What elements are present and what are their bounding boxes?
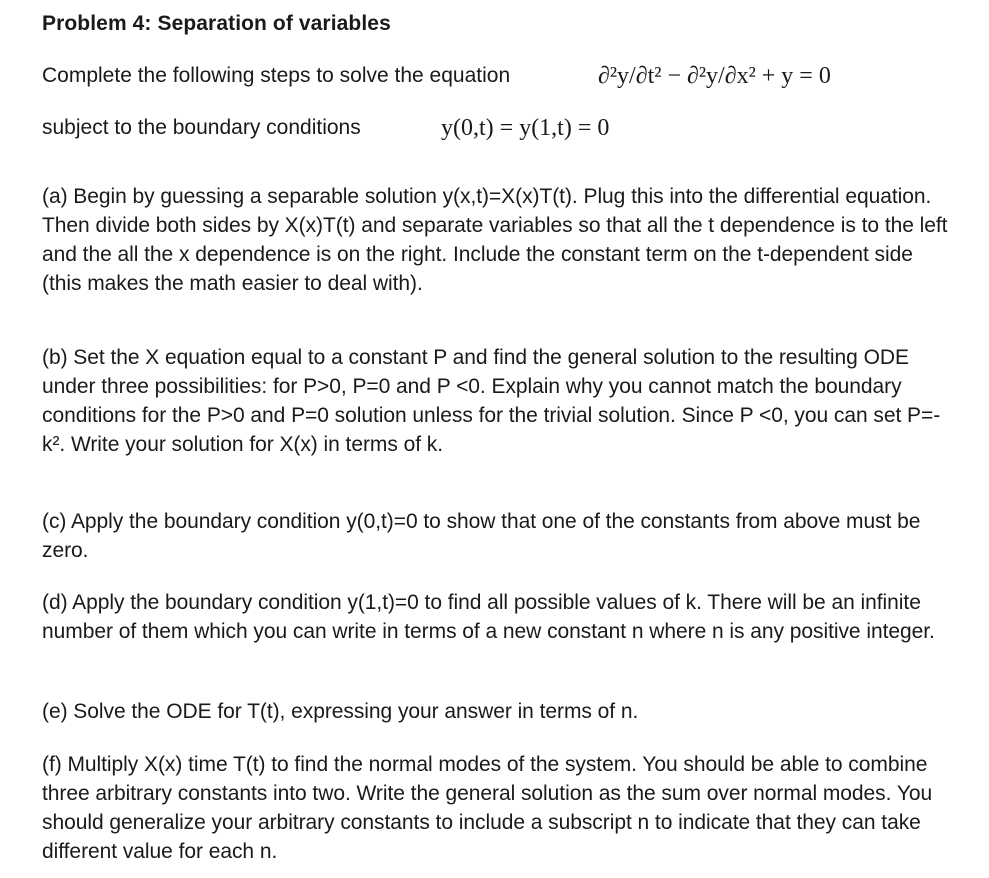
intro-line — [42, 64, 510, 88]
boundary-conditions: y(0,t) = y(1,t) = 0 — [441, 115, 610, 141]
part-e: (e) Solve the ODE for T(t), expressing your answer in terms of n. — [42, 700, 639, 723]
intro-text: Complete the following steps to solve the equation — [42, 64, 511, 87]
part-d: (d) Apply the boundary condition y(1,t)=0 to find all possible values of k. There will be an infinite number of them which you can write in terms of a new constant n where n is any positive integer. — [42, 591, 935, 643]
part-b: (b) Set the X equation equal to a constant P and find the general solution to the resulting ODE under three possibilities: for P>0, P=0 and P <0. Explain why you cannot match the boundary conditions for the P>0 and P=0 solution unless for the trivial solution. Since P <0, you can set P=-k². Write your solution for X(x) in terms of k. — [42, 346, 941, 456]
part-c: (c) Apply the boundary condition y(0,t)=0 to show that one of the constants from above must be zero. — [42, 510, 921, 562]
differential-equation: ∂²y/∂t² − ∂²y/∂x² + y = 0 — [598, 63, 831, 89]
bc-text: subject to the boundary conditions — [42, 116, 361, 139]
part-f: (f) Multiply X(x) time T(t) to find the normal modes of the system. You should be able to combine three arbitrary constants into two. Write the general solution as the sum over normal modes. You should generalize your arbitrary constants to include a subscript n to indicate that they can take different value for each n. — [42, 753, 933, 863]
bc-line — [42, 116, 361, 140]
part-a: (a) Begin by guessing a separable solution y(x,t)=X(x)T(t). Plug this into the differential equation. Then divide both sides by X(x)T(t) and separate variables so that all the t dependence is to the left and the all the x dependence is on the right. Include the constant term on the t-dependent side (this makes the math easier to deal with). — [42, 185, 948, 295]
problem-title: Problem 4: Separation of variables — [42, 12, 391, 35]
